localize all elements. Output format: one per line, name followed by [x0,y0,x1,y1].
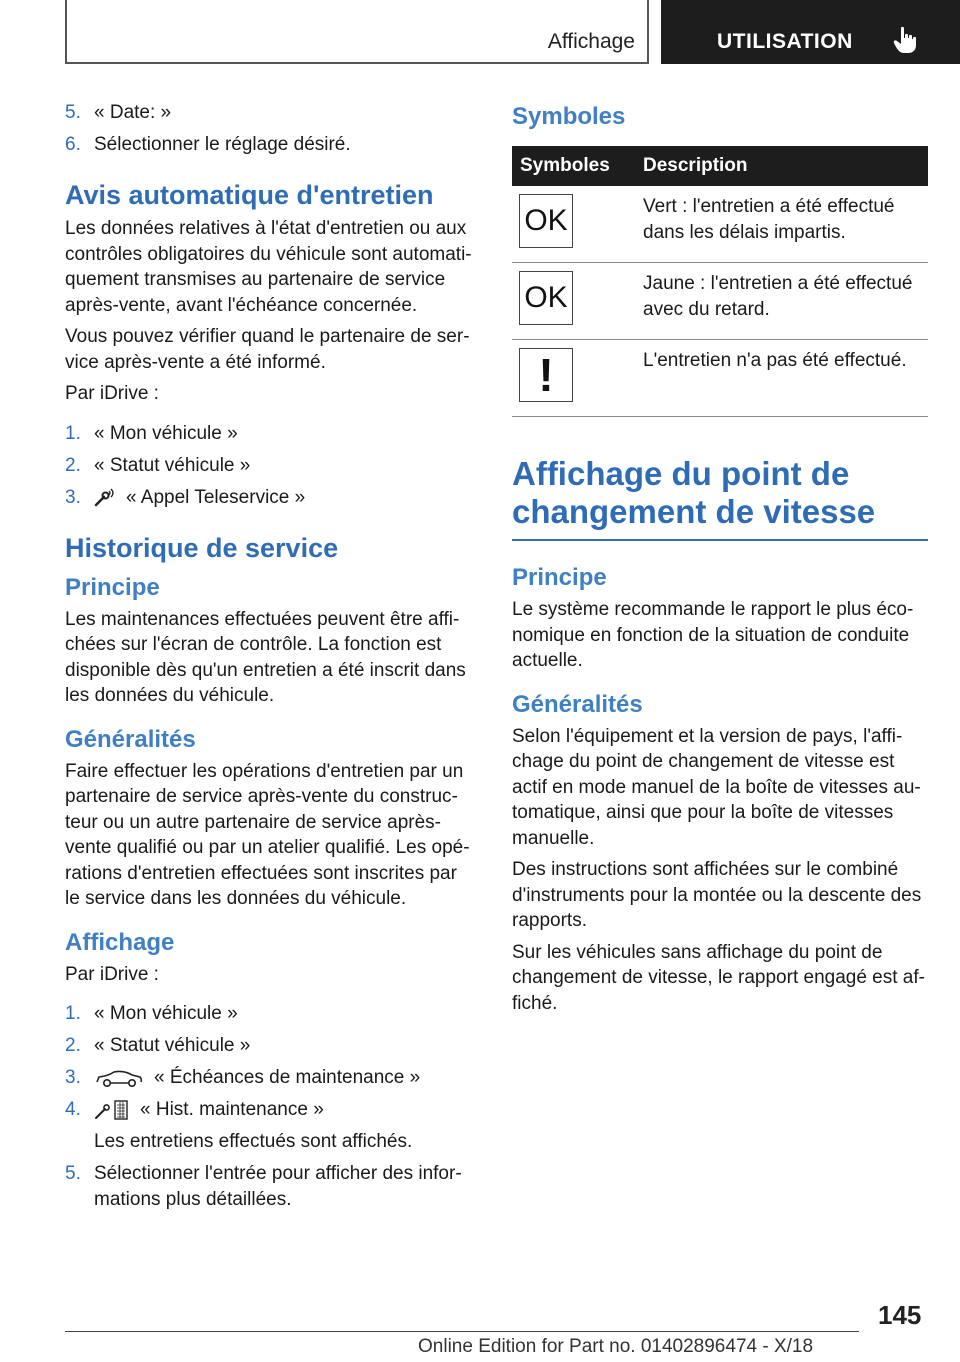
ok-yellow-icon: OK [519,271,573,325]
list-item: 1. « Mon véhicule » [65,422,238,444]
table-cell-description: Jaune : l'entretien a été effectué avec du retard. [631,263,928,340]
list-item: 2. « Statut véhicule » [65,1035,251,1056]
paragraph: Selon l'équipement et la version de pays, l'affi‐chage du point de changement de vitesse est actif en mode manuel de la boîte de vitesses au‐tomatique, ainsi que pour la boîte de vitesses manuelle. [512,725,921,849]
header-section-box [65,0,649,64]
footer-edition: Online Edition for Part no. 01402896474 - X/18 [418,1336,814,1357]
section-title-vitesse: Affichage du point de changement de vitesse [512,455,928,541]
service-history-icon [94,1099,130,1121]
list-item: 3. « Échéances de maintenance » [65,1067,421,1088]
header-chapter-box [661,0,960,64]
list-item: 3. « Appel Teleservice » [65,486,306,508]
table-row [512,263,928,340]
car-icon [94,1068,144,1088]
subsection-title-generalites: Généralités [65,725,196,753]
hand-pointer-icon [893,26,919,54]
table-header-row [512,146,928,186]
right-column [512,100,928,1022]
avis-steps-list [65,421,475,511]
table-cell-description: L'entretien n'a pas été effectué. [631,340,928,417]
list-item: 6. Sélectionner le réglage désiré. [65,134,351,155]
paragraph: Des instructions sont affichées sur le combiné d'instruments pour la montée ou la descente des rapports. [512,859,922,931]
symbols-table [512,146,928,417]
subsection-title-principe: Principe [512,564,607,591]
subsection-title-affichage: Affichage [65,928,175,956]
table-row [512,186,928,263]
teleservice-wrench-icon [94,487,116,507]
paragraph: Par iDrive : [65,963,159,985]
top-steps-list [65,100,475,158]
paragraph: Sur les véhicules sans affichage du point de changement de vitesse, le rapport engagé est af‐fiché. [512,941,925,1014]
subsection-title-symboles: Symboles [512,103,626,130]
ok-green-icon: OK [519,194,573,248]
subsection-title-generalites: Généralités [512,690,643,718]
affichage-steps-list [65,1001,475,1213]
list-item: 4. « Hist. maintenance » Les entretiens effectués sont affichés. [65,1097,475,1155]
paragraph: Le système recommande le rapport le plus éco‐nomique en fonction de la situation de conduite actuelle. [512,599,914,671]
page-number: 145 [878,1300,922,1330]
paragraph: Faire effectuer les opérations d'entretien par un partenaire de service après-vente du construc‐teur ou un autre partenaire de service après-vente qualifié ou par un atelier qualifié. Les opé‐rations d'entretien effectuées sont inscrites par le service dans les données du véhicule. [65,760,470,909]
list-item: 5. Sélectionner l'entrée pour afficher des infor‐mations plus détaillées. [65,1163,462,1210]
table-header-symboles: Symboles [512,146,631,186]
table-row [512,340,928,417]
header-section-title: Affichage [547,30,635,53]
footer-divider [65,1331,859,1332]
list-item: 5. « Date: » [65,102,172,123]
header-chapter-title: UTILISATION [717,30,853,53]
step-note: Les entretiens effectués sont affichés. [94,1131,413,1152]
subsection-title-principe: Principe [65,573,160,601]
section-title-historique: Historique de service [65,532,339,563]
paragraph: Vous pouvez vérifier quand le partenaire de ser‐vice après-vente a été informé. [65,326,470,373]
paragraph: Les données relatives à l'état d'entretien ou aux contrôles obligatoires du véhicule sont automati‐quement transmises au partenaire de service après-vente, avant l'échéance concernée. [65,218,472,316]
exclamation-icon: ! [519,348,573,402]
list-item: 2. « Statut véhicule » [65,454,251,476]
table-cell-description: Vert : l'entretien a été effectué dans les délais impartis. [631,186,928,263]
table-header-description: Description [631,146,928,186]
paragraph: Les maintenances effectuées peuvent être affi‐chées sur l'écran de contrôle. La fonction est disponible dès qu'un entretien a été inscrit dans les données du véhicule. [65,608,466,706]
paragraph: Par iDrive : [65,383,159,404]
list-item: 1. « Mon véhicule » [65,1003,238,1024]
section-title-avis: Avis automatique d'entretien [65,180,434,210]
left-column [65,100,475,1219]
